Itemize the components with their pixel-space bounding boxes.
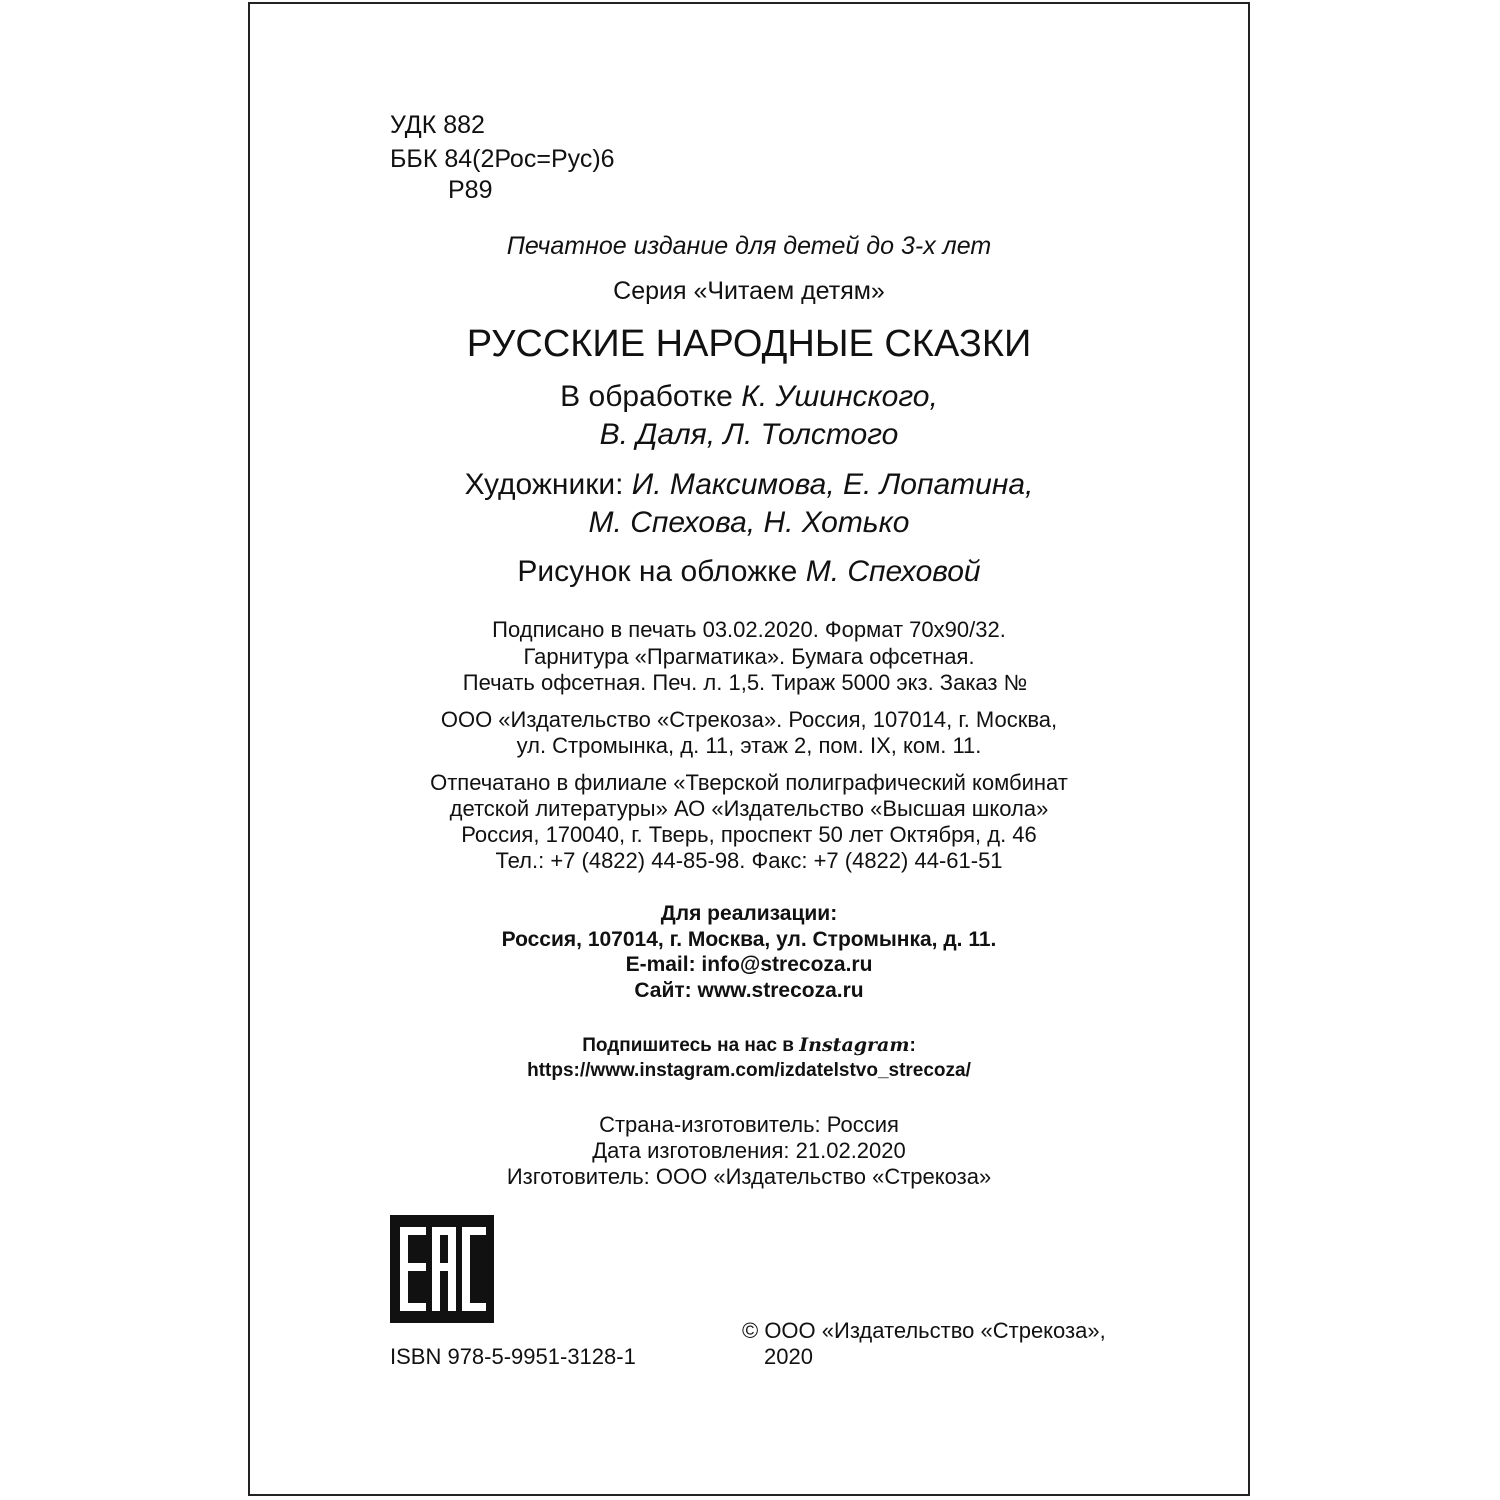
bbk-code: ББК 84(2Рос=Рус)6 — [390, 145, 615, 173]
instagram-url[interactable]: https://www.instagram.com/izdatelstvo_strecoza/ — [527, 1060, 971, 1081]
imprint-page — [248, 2, 1250, 1496]
manufacturer: Изготовитель: ООО «Издательство «Стрекоза» — [506, 1164, 992, 1189]
artists-names-1: И. Максимова, Е. Лопатина, — [631, 468, 1034, 501]
printer-line: Тел.: +7 (4822) 44-85-98. Факс: +7 (4822) 44-61-51 — [495, 848, 1003, 873]
print-info-line: Печать офсетная. Печ. л. 1,5. Тираж 5000 экз. Заказ № — [462, 670, 1028, 695]
cover-prefix: Рисунок на обложке — [517, 555, 806, 588]
printer-line: детской литературы» АО «Издательство «Высшая школа» — [449, 796, 1049, 821]
publisher-line: ул. Стромынка, д. 11, этаж 2, пом. IX, ком. 11. — [516, 733, 982, 758]
instagram-brand: Instagram — [799, 1034, 910, 1056]
distribution-site: Сайт: www.strecoza.ru — [634, 979, 864, 1002]
artists-line-2: М. Спехова, Н. Хотько — [588, 506, 910, 539]
artists-line-1 — [250, 466, 1248, 504]
copyright-line-1: © ООО «Издательство «Стрекоза», — [742, 1318, 1106, 1343]
artists-prefix: Художники: — [464, 468, 632, 501]
instagram-invite — [250, 1032, 1248, 1059]
cover-credit — [250, 553, 1248, 591]
adaptation-prefix: В обработке — [560, 380, 742, 413]
print-info-line: Подписано в печать 03.02.2020. Формат 70x90/32. — [492, 617, 1006, 642]
book-title: РУССКИЕ НАРОДНЫЕ СКАЗКИ — [466, 323, 1032, 365]
isbn: ISBN 978-5-9951-3128-1 — [390, 1344, 636, 1369]
copyright-year: 2020 — [764, 1344, 813, 1369]
distribution-heading: Для реализации: — [660, 902, 838, 925]
adaptation-line-2: В. Даля, Л. Толстого — [599, 418, 899, 451]
publisher-line: ООО «Издательство «Стрекоза». Россия, 107014, г. Москва, — [440, 707, 1058, 732]
adaptation-line-1 — [250, 378, 1248, 416]
age-notice: Печатное издание для детей до 3-х лет — [506, 232, 992, 260]
distribution-email: E-mail: info@strecoza.ru — [625, 953, 873, 976]
instagram-prefix: Подпишитесь на нас в — [582, 1035, 800, 1056]
udk-code: УДК 882 — [390, 111, 485, 139]
adaptation-names-1: К. Ушинского, — [741, 380, 938, 413]
manufacture-date: Дата изготовления: 21.02.2020 — [592, 1138, 906, 1163]
author-mark: Р89 — [448, 176, 493, 204]
printer-line: Россия, 170040, г. Тверь, проспект 50 лет Октября, д. 46 — [461, 822, 1037, 847]
series-name: Серия «Читаем детям» — [613, 277, 885, 305]
distribution-address: Россия, 107014, г. Москва, ул. Стромынка, д. 11. — [501, 928, 997, 951]
eac-conformity-mark — [390, 1215, 494, 1323]
printer-line: Отпечатано в филиале «Тверской полиграфический комбинат — [430, 770, 1068, 795]
manufacture-country: Страна-изготовитель: Россия — [599, 1112, 899, 1137]
instagram-suffix: : — [909, 1035, 916, 1056]
cover-artist: М. Спеховой — [805, 555, 981, 588]
print-info-line: Гарнитура «Прагматика». Бумага офсетная. — [523, 644, 975, 669]
